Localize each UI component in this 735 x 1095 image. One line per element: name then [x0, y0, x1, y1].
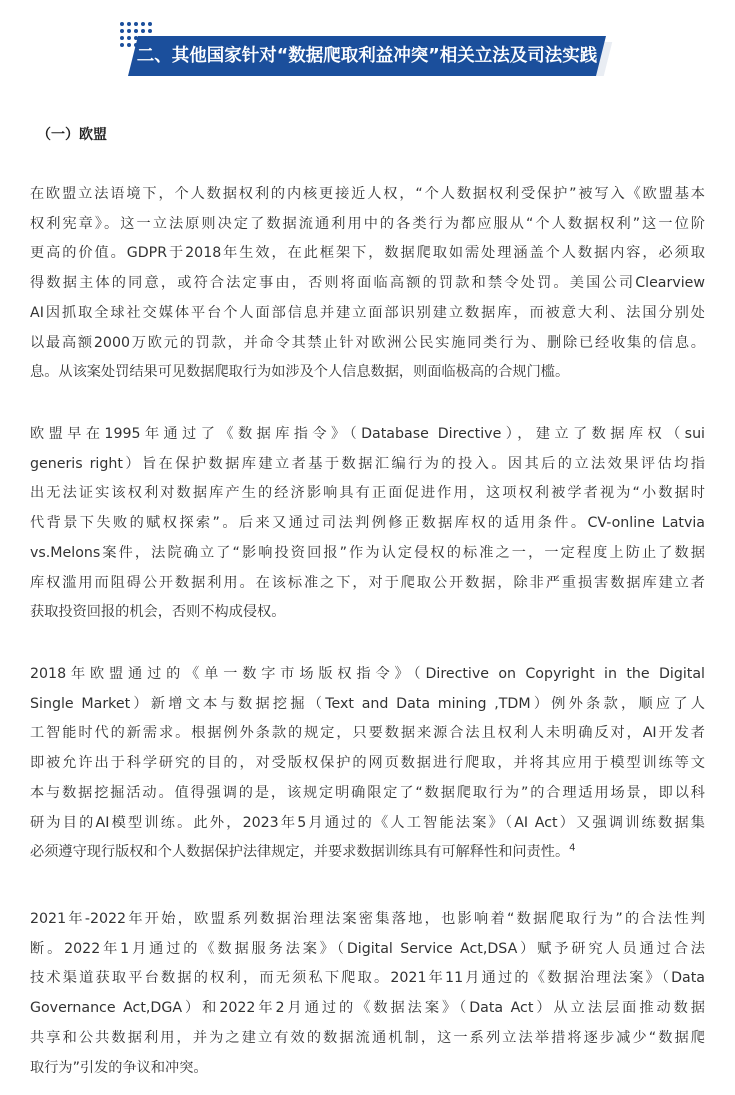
paragraph-line: 本与数据挖掘活动。值得强调的是，该规定明确限定了“数据爬取行为”的合理适用场景，即以科 — [30, 784, 705, 801]
paragraph-line: Governance Act,DGA）和2022年2月通过的《数据法案》（Data Act）从立法层面推动数据 — [30, 1000, 705, 1017]
paragraph-line: 代背景下失败的赋权探索”。后来又通过司法判例修正数据库权的适用条件。CV-online Latvia — [30, 515, 705, 532]
paragraph-4 — [30, 905, 705, 1083]
paragraph-line: 以最高额2000万欧元的罚款，并命令其禁止针对欧洲公民实施同类行为、删除已经收集的信息。 — [30, 334, 705, 351]
paragraph-line: 出无法证实该权利对数据库产生的经济影响具有正面促进作用，这项权利被学者视为“小数据时 — [30, 485, 705, 502]
paragraph-2 — [30, 420, 705, 628]
paragraph-line: 技术渠道获取平台数据的权利，而无须私下爬取。2021年11月通过的《数据治理法案》（Data — [30, 970, 705, 987]
paragraph-line: 断。2022年1月通过的《数据服务法案》（Digital Service Act,DSA）赋予研究人员通过合法 — [30, 940, 705, 957]
paragraph-line: AI因抓取全球社交媒体平台个人面部信息并建立面部识别建立数据库，而被意大利、法国分别处 — [30, 304, 705, 321]
paragraph-line: 工智能时代的新需求。根据例外条款的规定，只要数据来源合法且权利人未明确反对，AI开发者 — [30, 725, 705, 742]
paragraph-line: 必须遵守现行版权和个人数据保护法律规定，并要求数据训练具有可解释性和问责性。 — [30, 844, 570, 861]
paragraph-line: 息。从该案处罚结果可见数据爬取行为如涉及个人信息数据，则面临极高的合规门槛。 — [30, 364, 570, 381]
paragraph-line: Single Market）新增文本与数据挖掘（Text and Data mining ,TDM）例外条款，顺应了人 — [30, 695, 705, 712]
paragraph-line: 取行为”引发的争议和冲突。 — [30, 1059, 208, 1076]
paragraph-line: generis right）旨在保护数据库建立者基于数据汇编行为的投入。因其后的立法效果评估均指 — [30, 455, 705, 472]
section-heading: （一）欧盟 — [37, 127, 107, 143]
paragraph-line: 得数据主体的同意，或符合法定事由，否则将面临高额的罚款和禁令处罚。美国公司Clearview — [30, 275, 705, 292]
paragraph-3 — [30, 660, 705, 868]
paragraph-line: 在欧盟立法语境下，个人数据权利的内核更接近人权，“个人数据权利受保护”被写入《欧盟基本 — [30, 186, 705, 202]
paragraph-line: 欧盟早在1995年通过了《数据库指令》（Database Directive），建立了数据库权（sui — [30, 426, 705, 442]
paragraph-line: 2018年欧盟通过的《单一数字市场版权指令》（Directive on Copyright in the Digital — [30, 666, 705, 682]
paragraph-line: 即被允许出于科学研究的目的，对受版权保护的网页数据进行爬取，并将其应用于模型训练等文 — [30, 755, 705, 772]
paragraph-line: 共享和公共数据利用，并为之建立有效的数据流通机制，这一系列立法举措将逐步减少“数据爬 — [30, 1029, 705, 1046]
paragraph-line: 库权滥用而阻碍公开数据利用。在该标准之下，对于爬取公开数据，除非严重损害数据库建立者 — [30, 574, 705, 591]
paragraph-line: 更高的价值。GDPR于2018年生效，在此框架下，数据爬取如需处理涵盖个人数据内容，必须取 — [30, 245, 705, 262]
paragraph-line-with-footnote — [30, 838, 705, 868]
paragraph-line: 权利宪章》。这一立法原则决定了数据流通利用中的各类行为都应服从“个人数据权利”这一位阶 — [30, 215, 705, 232]
paragraph-line: 2021年-2022年开始，欧盟系列数据治理法案密集落地，也影响着“数据爬取行为”的合法性判 — [30, 911, 705, 927]
paragraph-line: vs.Melons案件，法院确立了“影响投资回报”作为认定侵权的标准之一，一定程度上防止了数据 — [30, 544, 705, 561]
paragraph-1 — [30, 180, 705, 388]
paragraph-line: 研为目的AI模型训练。此外，2023年5月通过的《人工智能法案》（AI Act）又强调训练数据集 — [30, 814, 705, 831]
banner-title: 二、其他国家针对“数据爬取利益冲突”相关立法及司法实践 — [136, 46, 598, 66]
footnote-marker[interactable]: 4 — [569, 842, 576, 854]
paragraph-line: 获取投资回报的机会，否则不构成侵权。 — [30, 604, 286, 621]
